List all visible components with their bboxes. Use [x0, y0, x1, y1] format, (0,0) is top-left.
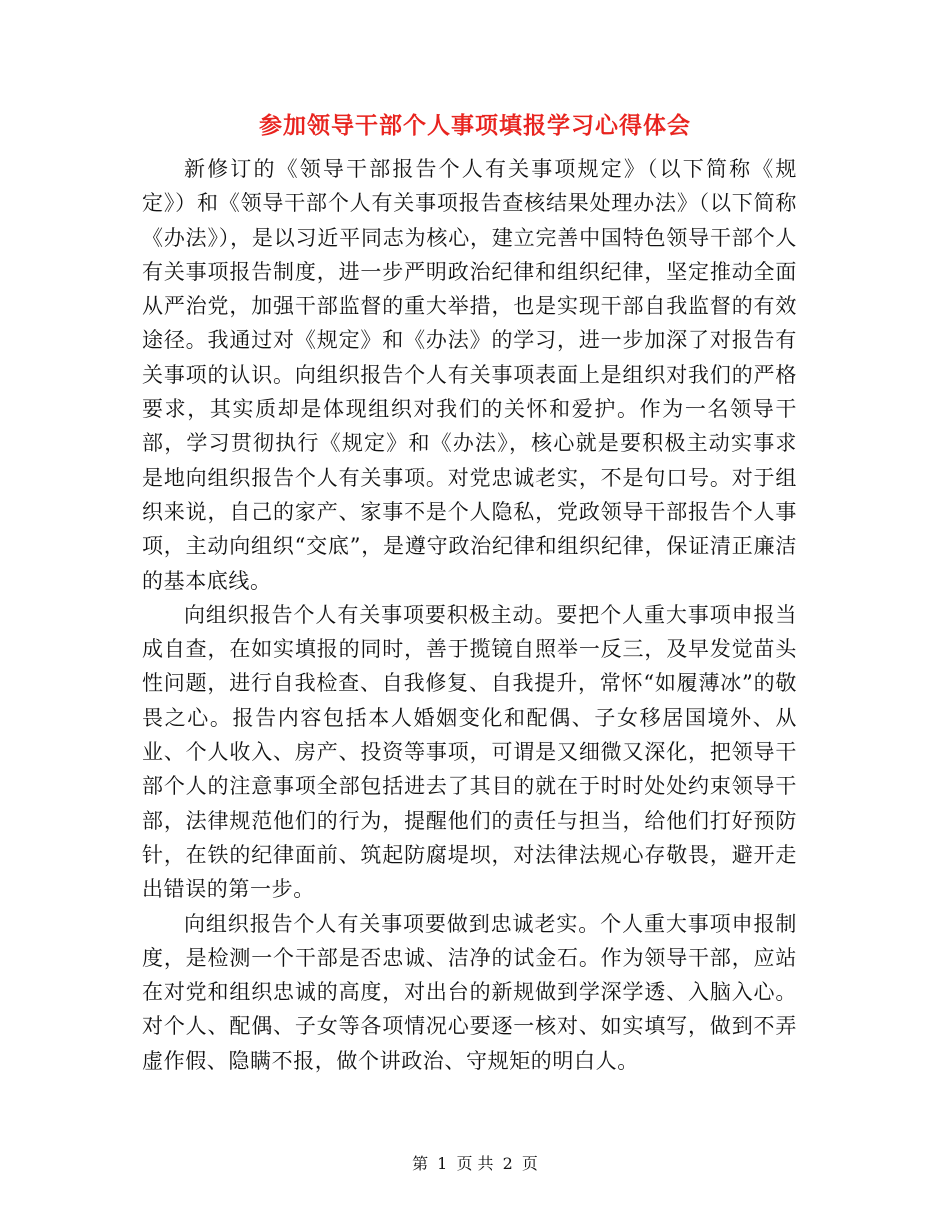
- page-mid: 页 共: [456, 1154, 494, 1173]
- total-pages-number: 2: [502, 1154, 513, 1173]
- paragraph-3: 向组织报告个人有关事项要做到忠诚老实。个人重大事项申报制度，是检测一个干部是否忠诚、洁净的试金石。作为领导干部，应站在对党和组织忠诚的高度，对出台的新规做到学深学透、入脑入心。对个人、配偶、子女等各项情况心要逐一核对、如实填写，做到不弄虚作假、隐瞒不报，做个讲政治、守规矩的明白人。: [142, 911, 797, 1073]
- page-suffix: 页: [521, 1154, 538, 1173]
- document-body: [142, 152, 797, 1078]
- page-prefix: 第: [412, 1154, 429, 1173]
- paragraph-2: 向组织报告个人有关事项要积极主动。要把个人重大事项申报当成自查，在如实填报的同时，善于揽镜自照举一反三，及早发觉苗头性问题，进行自我检查、自我修复、自我提升，常怀“如履薄冰”的敬畏之心。报告内容包括本人婚姻变化和配偶、子女移居国境外、从业、个人收入、房产、投资等事项，可谓是又细微又深化，把领导干部个人的注意事项全部包括进去了其目的就在于时时处处约束领导干部，法律规范他们的行为，提醒他们的责任与担当，给他们打好预防针，在铁的纪律面前、筑起防腐堤坝，对法律法规心存敬畏，避开走出错误的第一步。: [142, 602, 797, 902]
- page-footer: [0, 1152, 950, 1176]
- paragraph-1: 新修订的《领导干部报告个人有关事项规定》（以下简称《规定》）和《领导干部个人有关事项报告查核结果处理办法》（以下简称《办法》），是以习近平同志为核心，建立完善中国特色领导干部个人有关事项报告制度，进一步严明政治纪律和组织纪律，坚定推动全面从严治党，加强干部监督的重大举措，也是实现干部自我监督的有效途径。我通过对《规定》和《办法》的学习，进一步加深了对报告有关事项的认识。向组织报告个人有关事项表面上是组织对我们的严格要求，其实质却是体现组织对我们的关怀和爱护。作为一名领导干部，学习贯彻执行《规定》和《办法》，核心就是要积极主动实事求是地向组织报告个人有关事项。对党忠诚老实，不是句口号。对于组织来说，自己的家产、家事不是个人隐私，党政领导干部报告个人事项，主动向组织“交底”，是遵守政治纪律和组织纪律，保证清正廉洁的基本底线。: [142, 157, 797, 593]
- current-page-number: 1: [437, 1154, 448, 1173]
- document-title: 参加领导干部个人事项填报学习心得体会: [259, 112, 691, 139]
